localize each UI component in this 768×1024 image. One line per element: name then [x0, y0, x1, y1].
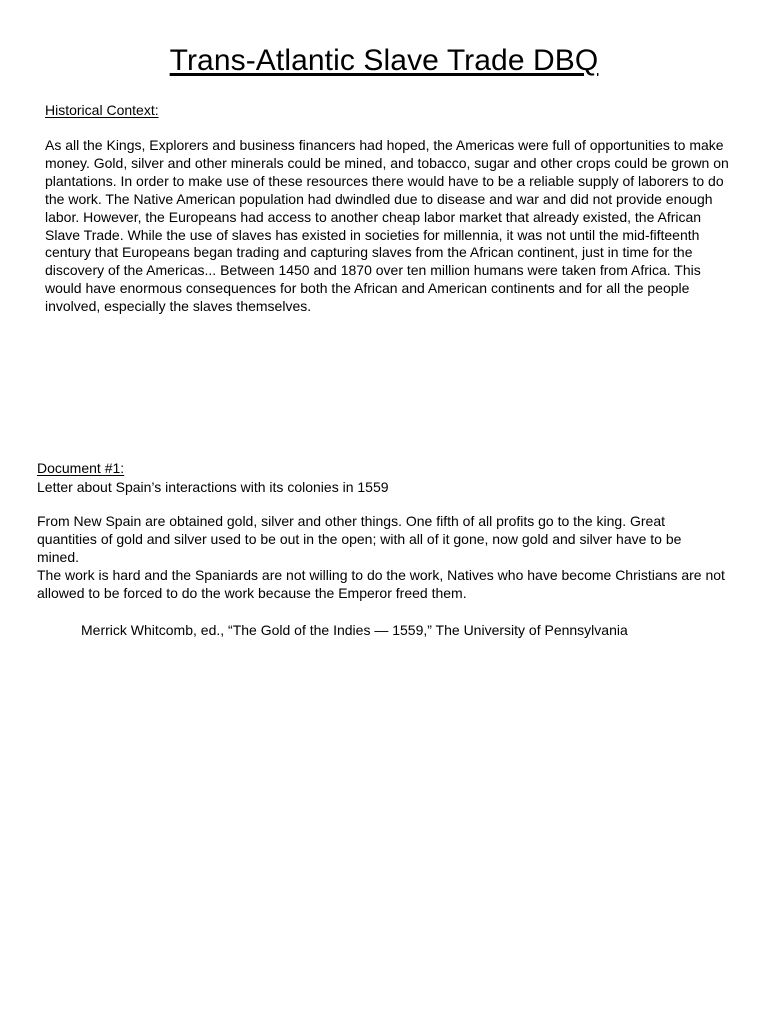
- document-1-heading: Document #1:: [37, 460, 125, 476]
- document-1-paragraph-1: From New Spain are obtained gold, silver and other things. One fifth of all profits go to the king. Great quantities of gold and silver used to be out in the open; with all of it gone, now gold and silver have to be mined.: [37, 513, 682, 565]
- historical-context-heading: Historical Context:: [45, 102, 159, 118]
- document-1-paragraph-2: The work is hard and the Spaniards are not willing to do the work, Natives who have become Christians are not allowed to be forced to do the work because the Emperor freed them.: [37, 567, 725, 601]
- document-1-subtitle: Letter about Spain’s interactions with its colonies in 1559: [37, 479, 389, 495]
- document-title: Trans-Atlantic Slave Trade DBQ: [169, 44, 599, 77]
- historical-context-body: As all the Kings, Explorers and business financers had hoped, the Americas were full of opportunities to make money. Gold, silver and other minerals could be mined, and tobacco, sugar and other crops could be grown on plantations. In order to make use of these resources there would have to be a reliable supply of laborers to do the work. The Native American population had dwindled due to disease and war and did not provide enough labor. However, the Europeans had access to another cheap labor market that already existed, the African Slave Trade. While the use of slaves has existed in societies for millennia, it was not until the mid-fifteenth century that Europeans began trading and capturing slaves from the African continent, just in time for the discovery of the Americas... Between 1450 and 1870 over ten million humans were taken from Africa. This would have enormous consequences for both the African and American continents and for all the people involved, especially the slaves themselves.: [45, 137, 729, 315]
- document-1-citation: Merrick Whitcomb, ed., “The Gold of the Indies — 1559,” The University of Pennsylvania: [81, 622, 628, 638]
